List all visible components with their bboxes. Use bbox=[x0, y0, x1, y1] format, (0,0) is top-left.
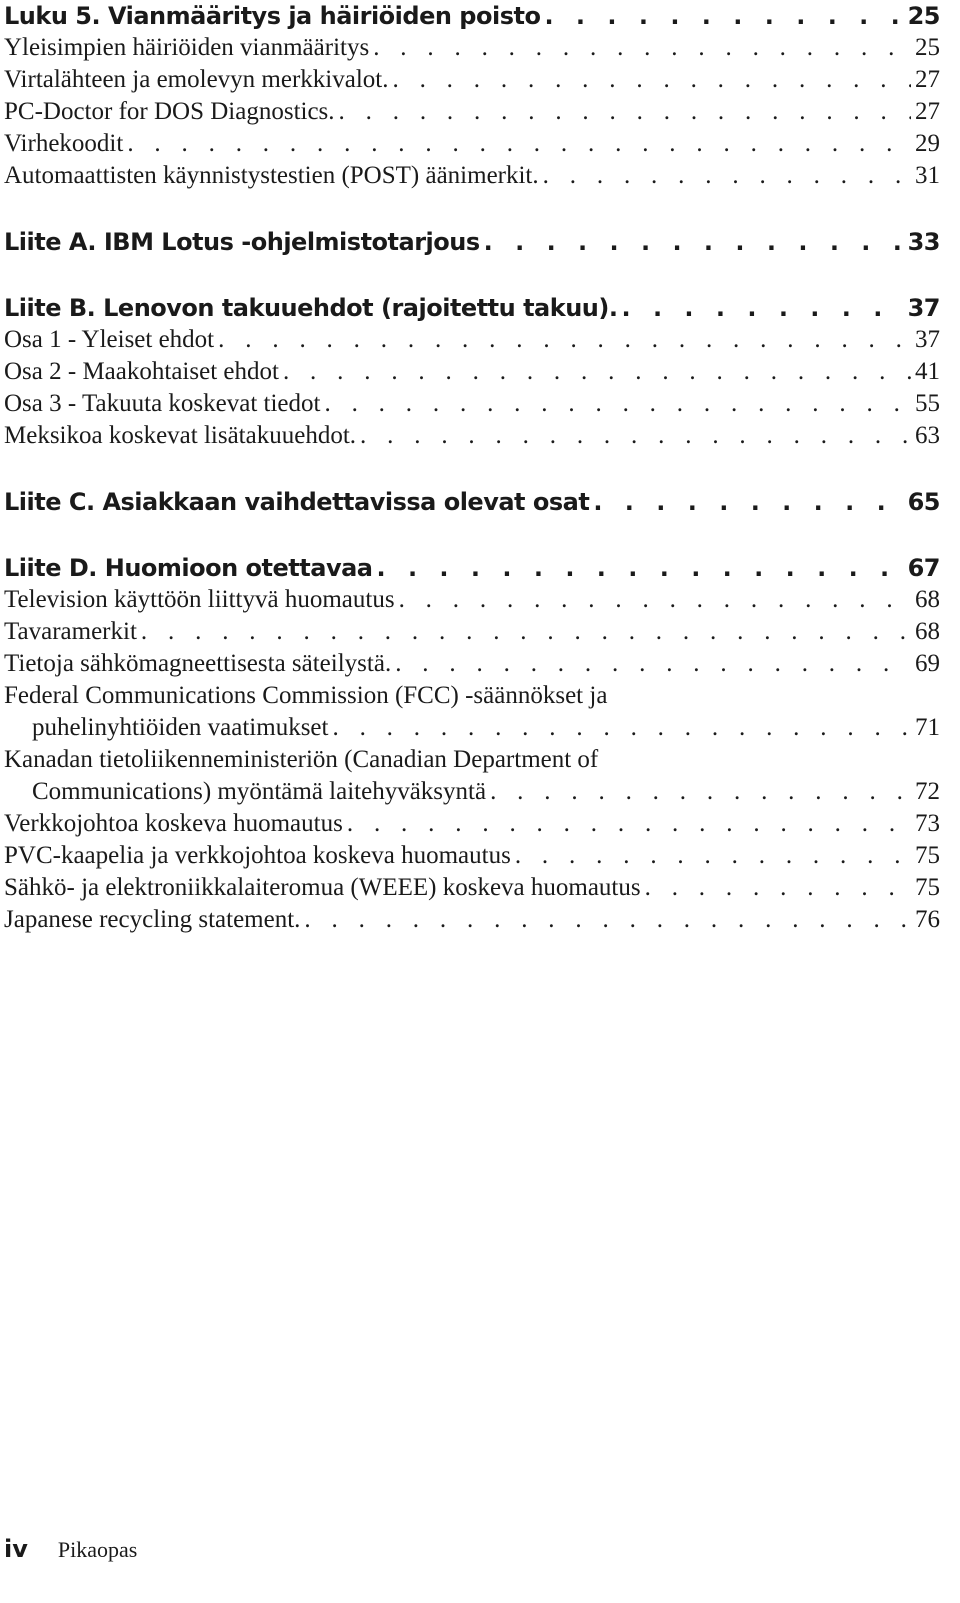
leader-dots bbox=[621, 292, 903, 324]
leader-dots bbox=[515, 840, 911, 872]
toc-entry-continuation: Communications) myöntämä laitehyväksyntä bbox=[32, 778, 487, 805]
leader-dots bbox=[373, 32, 911, 64]
toc-entry[interactable] bbox=[4, 324, 940, 356]
leader-dots bbox=[347, 808, 911, 840]
leader-dots bbox=[490, 776, 911, 808]
toc-entry-title: Television käyttöön liittyvä huomautus bbox=[4, 586, 395, 613]
toc-entry-title: Yleisimpien häiriöiden vianmääritys bbox=[4, 34, 370, 61]
toc-heading-title: Liite C. Asiakkaan vaihdettavissa olevat osat bbox=[4, 488, 590, 516]
leader-dots bbox=[339, 96, 911, 128]
footer-book-title: Pikaopas bbox=[57, 1537, 138, 1562]
toc-page-number: 31 bbox=[915, 162, 940, 189]
toc-page-number: 37 bbox=[915, 326, 940, 353]
toc-heading-title: Liite A. IBM Lotus -ohjelmistotarjous bbox=[4, 228, 480, 256]
toc-page-number: 25 bbox=[915, 34, 940, 61]
toc-entry-title: Verkkojohtoa koskeva huomautus bbox=[4, 810, 343, 837]
toc-entry[interactable] bbox=[4, 872, 940, 904]
toc-entry-title: Meksikoa koskevat lisätakuuehdot. bbox=[4, 422, 357, 449]
table-of-contents bbox=[4, 0, 940, 970]
toc-page-number: 29 bbox=[915, 130, 940, 157]
toc-entry-title: Virhekoodit bbox=[4, 130, 124, 157]
toc-heading[interactable] bbox=[4, 226, 940, 258]
footer-page-number: iv bbox=[4, 1535, 28, 1563]
toc-entry[interactable] bbox=[4, 420, 940, 452]
toc-heading[interactable] bbox=[4, 0, 940, 32]
toc-heading-title: Liite D. Huomioon otettavaa bbox=[4, 554, 373, 582]
toc-heading[interactable] bbox=[4, 552, 940, 584]
toc-heading[interactable] bbox=[4, 486, 940, 518]
leader-dots bbox=[543, 160, 911, 192]
leader-dots bbox=[392, 64, 911, 96]
toc-entry[interactable] bbox=[4, 808, 940, 840]
toc-entry-continuation: puhelinyhtiöiden vaatimukset bbox=[32, 714, 329, 741]
toc-entry-title: Osa 2 - Maakohtaiset ehdot bbox=[4, 358, 279, 385]
toc-entry-title: PC-Doctor for DOS Diagnostics. bbox=[4, 98, 335, 125]
leader-dots bbox=[141, 616, 911, 648]
leader-dots bbox=[304, 904, 911, 936]
toc-section bbox=[4, 486, 940, 518]
leader-dots bbox=[645, 872, 911, 904]
leader-dots bbox=[360, 420, 911, 452]
toc-section bbox=[4, 226, 940, 258]
toc-entry-title: Osa 1 - Yleiset ehdot bbox=[4, 326, 215, 353]
toc-page-number: 69 bbox=[915, 650, 940, 677]
toc-entry[interactable] bbox=[4, 96, 940, 128]
toc-entry[interactable] bbox=[4, 648, 940, 680]
toc-page-number: 68 bbox=[915, 618, 940, 645]
leader-dots bbox=[127, 128, 911, 160]
toc-section bbox=[4, 0, 940, 192]
toc-page-number: 27 bbox=[915, 98, 940, 125]
toc-entry-title: Federal Communications Commission (FCC) -säännökset ja bbox=[4, 682, 608, 709]
toc-entry-title: Sähkö- ja elektroniikkalaiteromua (WEEE) koskeva huomautus bbox=[4, 874, 641, 901]
leader-dots bbox=[218, 324, 911, 356]
toc-page-number: 76 bbox=[915, 906, 940, 933]
toc-entry[interactable] bbox=[4, 356, 940, 388]
page-footer bbox=[4, 1535, 137, 1569]
toc-entry-title: Virtalähteen ja emolevyn merkkivalot. bbox=[4, 66, 389, 93]
toc-entry[interactable] bbox=[4, 904, 940, 936]
toc-entry[interactable] bbox=[4, 680, 940, 744]
toc-entry-title: Automaattisten käynnistystestien (POST) äänimerkit. bbox=[4, 162, 539, 189]
toc-section bbox=[4, 552, 940, 936]
leader-dots bbox=[484, 226, 904, 258]
toc-page-number: 73 bbox=[915, 810, 940, 837]
toc-entry[interactable] bbox=[4, 616, 940, 648]
toc-page-number: 72 bbox=[915, 778, 940, 805]
leader-dots bbox=[324, 388, 911, 420]
toc-page-number: 37 bbox=[907, 294, 940, 322]
toc-heading[interactable] bbox=[4, 292, 940, 324]
leader-dots bbox=[376, 552, 903, 584]
toc-entry[interactable] bbox=[4, 744, 940, 808]
toc-entry[interactable] bbox=[4, 388, 940, 420]
toc-page-number: 27 bbox=[915, 66, 940, 93]
toc-page-number: 75 bbox=[915, 874, 940, 901]
leader-dots bbox=[332, 712, 911, 744]
toc-entry-title: Kanadan tietoliikenneministeriön (Canadian Department of bbox=[4, 746, 599, 773]
toc-page-number: 25 bbox=[907, 2, 940, 30]
toc-entry[interactable] bbox=[4, 64, 940, 96]
toc-heading-title: Luku 5. Vianmääritys ja häiriöiden poisto bbox=[4, 2, 541, 30]
toc-page-number: 41 bbox=[915, 358, 940, 385]
toc-entry-title: Osa 3 - Takuuta koskevat tiedot bbox=[4, 390, 321, 417]
toc-page-number: 55 bbox=[915, 390, 940, 417]
leader-dots bbox=[283, 356, 911, 388]
toc-page-number: 65 bbox=[907, 488, 940, 516]
leader-dots bbox=[395, 648, 911, 680]
toc-entry[interactable] bbox=[4, 160, 940, 192]
toc-heading-title: Liite B. Lenovon takuuehdot (rajoitettu takuu). bbox=[4, 294, 618, 322]
toc-entry[interactable] bbox=[4, 840, 940, 872]
leader-dots bbox=[544, 0, 903, 32]
toc-entry-title: Japanese recycling statement. bbox=[4, 906, 301, 933]
toc-page-number: 71 bbox=[915, 714, 940, 741]
toc-entry-title: PVC-kaapelia ja verkkojohtoa koskeva huomautus bbox=[4, 842, 511, 869]
toc-page-number: 75 bbox=[915, 842, 940, 869]
toc-page-number: 67 bbox=[907, 554, 940, 582]
toc-entry[interactable] bbox=[4, 584, 940, 616]
leader-dots bbox=[593, 486, 903, 518]
leader-dots bbox=[399, 584, 911, 616]
toc-page-number: 68 bbox=[915, 586, 940, 613]
toc-section bbox=[4, 292, 940, 452]
toc-page-number: 33 bbox=[907, 228, 940, 256]
toc-entry[interactable] bbox=[4, 32, 940, 64]
toc-page-number: 63 bbox=[915, 422, 940, 449]
toc-entry-title: Tietoja sähkömagneettisesta säteilystä. bbox=[4, 650, 392, 677]
toc-entry[interactable] bbox=[4, 128, 940, 160]
toc-entry-title: Tavaramerkit bbox=[4, 618, 137, 645]
